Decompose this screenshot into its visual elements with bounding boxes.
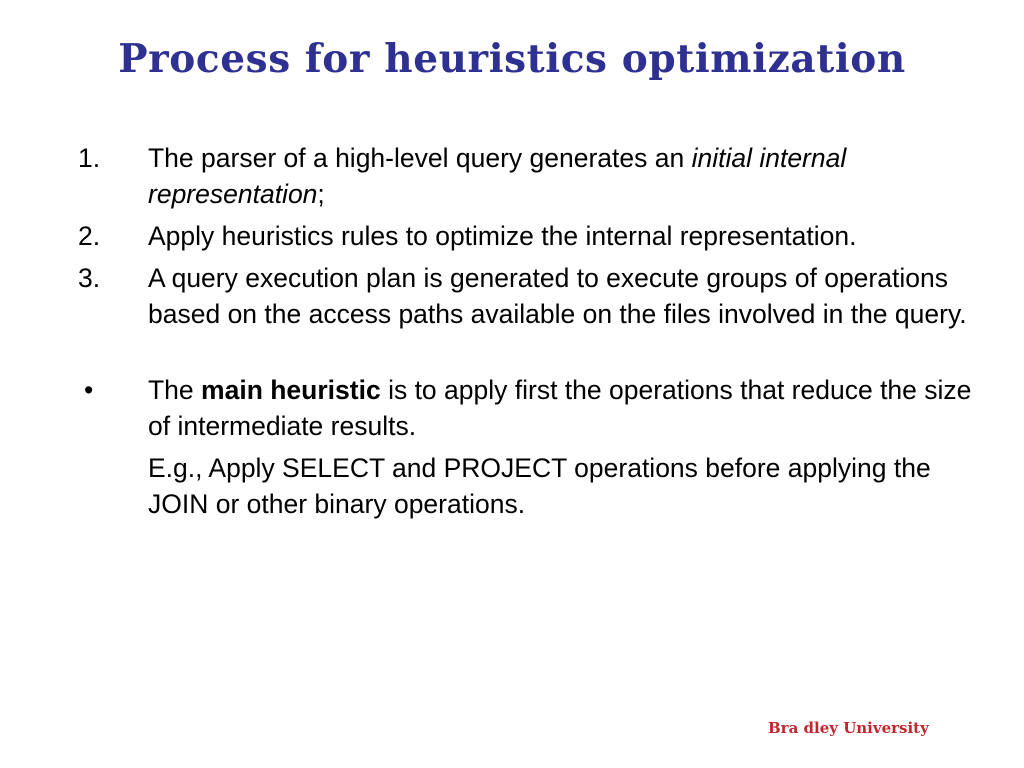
bullet-bold: main heuristic xyxy=(201,375,381,405)
list-number: 2. xyxy=(78,221,101,251)
list-item-main-heuristic xyxy=(78,372,998,522)
example-text: E.g., Apply SELECT and PROJECT operations before applying the JOIN or other binary operations. xyxy=(148,453,931,519)
bullet-text: The xyxy=(148,375,202,405)
list-number: 1. xyxy=(78,143,101,173)
bullet-text-end: is to apply first the operations that reduce the size of intermediate results. xyxy=(148,375,972,441)
step-text: The parser of a high-level query generates an xyxy=(148,143,692,173)
slide-body xyxy=(78,140,998,528)
spacer xyxy=(78,338,998,372)
step-text: A query execution plan is generated to execute groups of operations based on the access paths available on the files involved in the query. xyxy=(148,263,967,329)
footer-logo-text: Bra dley University xyxy=(768,719,929,737)
list-item-step-3 xyxy=(78,260,998,332)
step-text-end: ; xyxy=(317,179,325,209)
step-text: Apply heuristics rules to optimize the internal representation. xyxy=(148,221,857,251)
slide-title: Process for heuristics optimization xyxy=(118,36,906,82)
list-item-step-1 xyxy=(78,140,998,212)
step-emphasis: initial internal representation xyxy=(148,143,847,209)
list-item-step-2 xyxy=(78,218,998,254)
bullet-icon: • xyxy=(84,375,94,405)
list-number: 3. xyxy=(78,263,101,293)
